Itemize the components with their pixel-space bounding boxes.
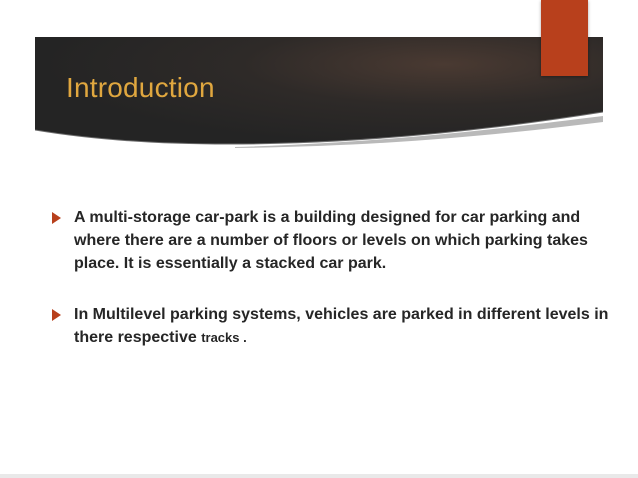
bullet-arrow-icon: [52, 212, 61, 224]
bullet-text: In Multilevel parking systems, vehicles are parked in different levels in there respective: [74, 306, 609, 346]
bottom-rule: [0, 474, 638, 478]
bullet-item: [50, 303, 610, 349]
bullet-item: [50, 206, 610, 275]
bullet-text: A multi-storage car-park is a building designed for car parking and where there are a number of floors or levels on which parking takes place. It is essentially a stacked car park.: [74, 209, 588, 272]
title-band-swoosh: [35, 100, 603, 160]
bullet-text-tail: tracks .: [201, 330, 247, 345]
bullet-arrow-icon: [52, 309, 61, 321]
bullet-list: [50, 206, 610, 349]
accent-tab: [541, 0, 588, 76]
slide-title: Introduction: [66, 72, 215, 103]
